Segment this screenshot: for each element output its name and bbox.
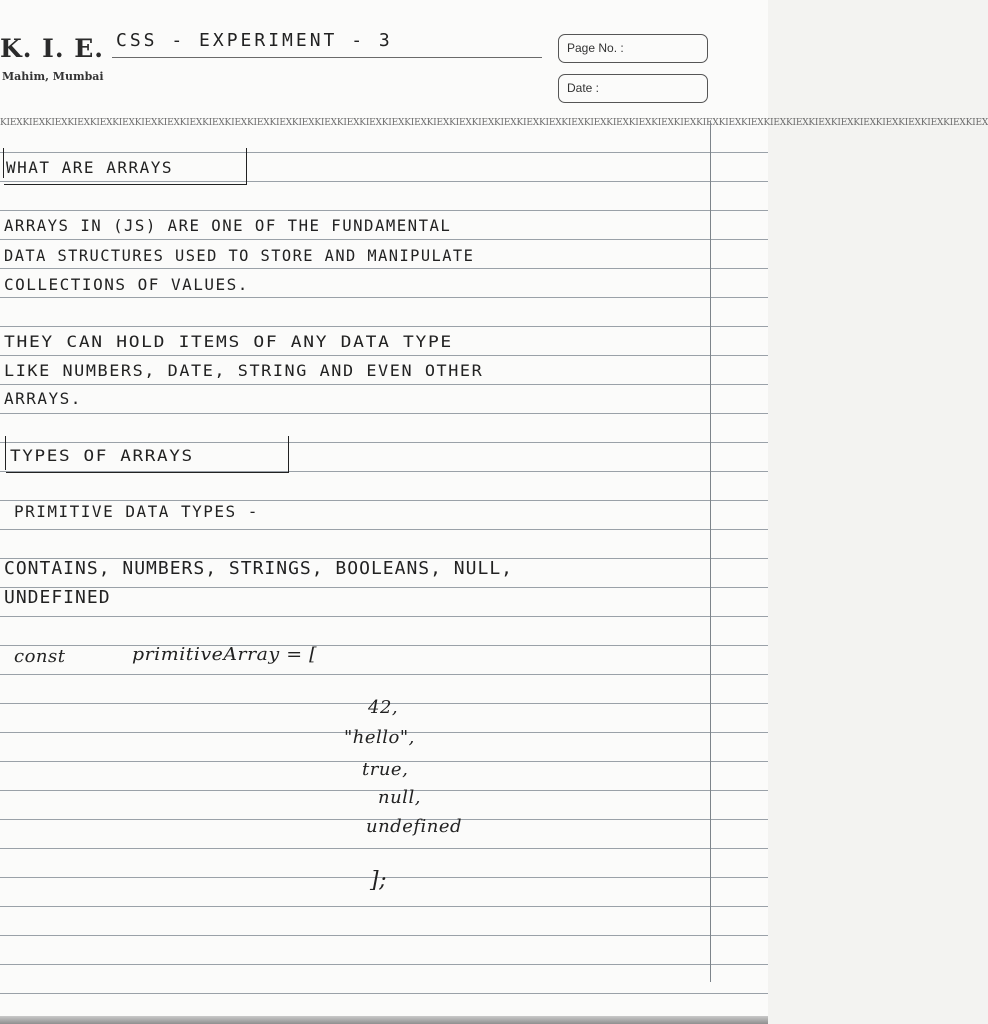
ruled-line <box>0 935 768 936</box>
brand-logo: K. I. E. <box>0 34 104 63</box>
heading-what-are-arrays: WHAT ARE ARRAYS <box>6 158 173 177</box>
subheading-primitive: PRIMITIVE DATA TYPES - <box>14 502 259 521</box>
page-bottom-edge <box>0 1016 768 1024</box>
heading2-bracket-box <box>6 436 289 473</box>
code-const-keyword: const <box>14 646 66 667</box>
ruled-line <box>0 326 768 327</box>
page-title: CSS - EXPERIMENT - 3 <box>116 30 393 51</box>
para1-line2: DATA STRUCTURES USED TO STORE AND MANIPULATE <box>4 246 475 265</box>
header-pattern-strip: KIEXKIEXKIEXKIEXKIEXKIEXKIEXKIEXKIEXKIEXKIEXKIEXKIEXKIEXKIEXKIEXKIEXKIEXKIEXKIEXKIEXKIEXKIEXKIEXKIEXKIEXKIEXKIEXKIEXKIEXKIEXKIEXKIEXKIEXKIEXKIEXKIEXKIEXKIEXKIEXKIEXKIEXKIEXKIEX <box>0 118 988 128</box>
ruled-line <box>0 297 768 298</box>
para1-line1: ARRAYS IN (JS) ARE ONE OF THE FUNDAMENTAL <box>4 216 452 235</box>
heading-bracket-box <box>4 148 247 185</box>
ruled-line <box>0 413 768 414</box>
ruled-line <box>0 268 768 269</box>
right-margin-line <box>710 122 711 982</box>
para2-line3: ARRAYS. <box>4 389 82 408</box>
para1-line3: COLLECTIONS OF VALUES. <box>4 275 249 294</box>
ruled-line <box>0 645 768 646</box>
ruled-line <box>0 616 768 617</box>
ruled-line <box>0 906 768 907</box>
para2-line2: LIKE NUMBERS, DATE, STRING AND EVEN OTHER <box>4 361 484 380</box>
para2-line1: THEY CAN HOLD ITEMS OF ANY DATA TYPE <box>4 332 453 351</box>
code-item-string: "hello", <box>344 727 415 748</box>
code-item-null: null, <box>378 787 421 808</box>
code-declaration: primitiveArray = [ <box>132 644 317 665</box>
ruled-line <box>0 848 768 849</box>
ruled-line <box>0 964 768 965</box>
ruled-line <box>0 529 768 530</box>
heading-types-of-arrays: TYPES OF ARRAYS <box>10 446 194 465</box>
code-item-undefined: undefined <box>366 816 463 837</box>
ruled-line <box>0 239 768 240</box>
code-item-number: 42, <box>368 697 399 718</box>
title-underline <box>112 57 542 58</box>
date-box: Date : <box>558 74 708 103</box>
ruled-line <box>0 674 768 675</box>
code-close-bracket: ]; <box>370 868 387 893</box>
contains-line2: UNDEFINED <box>4 587 111 608</box>
brand-location: Mahim, Mumbai <box>2 70 104 83</box>
ruled-line <box>0 993 768 994</box>
contains-line1: CONTAINS, NUMBERS, STRINGS, BOOLEANS, NULL, <box>4 558 513 579</box>
ruled-line <box>0 210 768 211</box>
ruled-line <box>0 384 768 385</box>
page-number-box: Page No. : <box>558 34 708 63</box>
ruled-line <box>0 500 768 501</box>
ruled-line <box>0 587 768 588</box>
ruled-line <box>0 355 768 356</box>
code-item-boolean: true, <box>362 759 409 780</box>
